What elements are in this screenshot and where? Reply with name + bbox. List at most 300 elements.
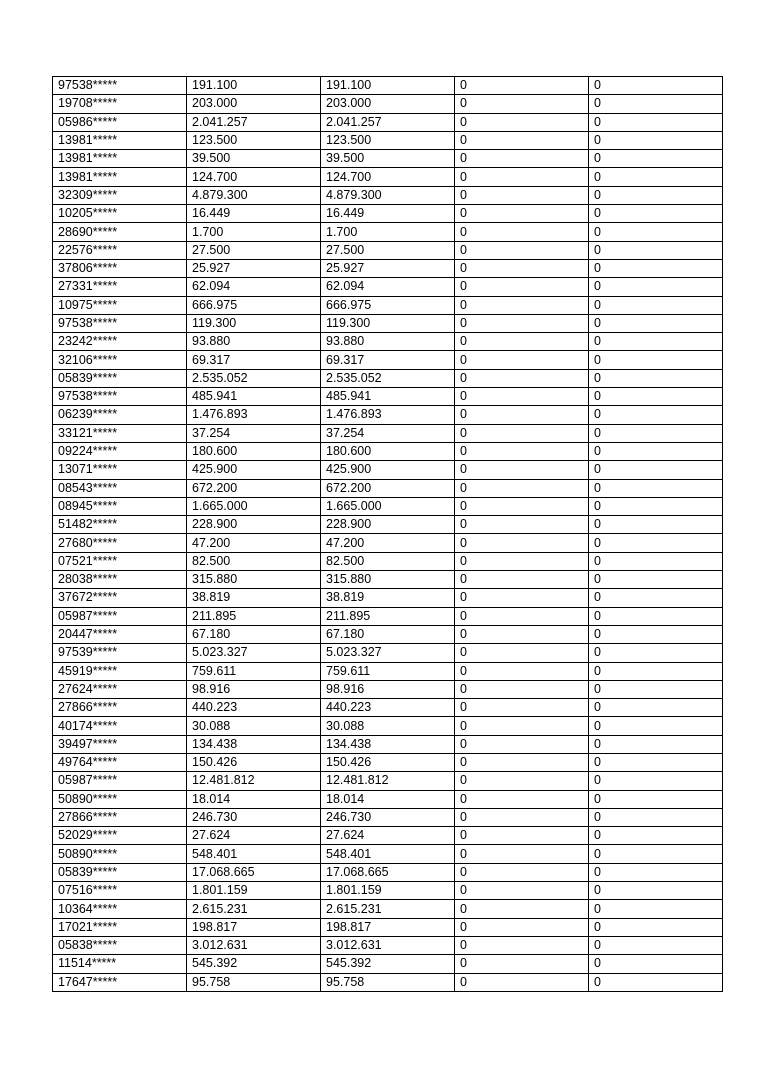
id-cell: 23242***** bbox=[53, 333, 187, 351]
table-row bbox=[53, 442, 723, 460]
zero-cell-b: 0 bbox=[589, 388, 723, 406]
zero-cell-b: 0 bbox=[589, 680, 723, 698]
zero-cell-b: 0 bbox=[589, 625, 723, 643]
amount-repeat-cell: 666.975 bbox=[321, 296, 455, 314]
zero-cell-a: 0 bbox=[455, 735, 589, 753]
amount-cell: 30.088 bbox=[187, 717, 321, 735]
id-cell: 27866***** bbox=[53, 699, 187, 717]
zero-cell-a: 0 bbox=[455, 955, 589, 973]
id-cell: 07521***** bbox=[53, 552, 187, 570]
zero-cell-b: 0 bbox=[589, 552, 723, 570]
zero-cell-a: 0 bbox=[455, 699, 589, 717]
amount-repeat-cell: 759.611 bbox=[321, 662, 455, 680]
amount-repeat-cell: 95.758 bbox=[321, 973, 455, 991]
amount-cell: 485.941 bbox=[187, 388, 321, 406]
table-row bbox=[53, 424, 723, 442]
zero-cell-a: 0 bbox=[455, 662, 589, 680]
zero-cell-a: 0 bbox=[455, 388, 589, 406]
zero-cell-b: 0 bbox=[589, 150, 723, 168]
table-row bbox=[53, 845, 723, 863]
table-row bbox=[53, 333, 723, 351]
amount-repeat-cell: 315.880 bbox=[321, 571, 455, 589]
table-row bbox=[53, 790, 723, 808]
zero-cell-a: 0 bbox=[455, 497, 589, 515]
id-cell: 27624***** bbox=[53, 680, 187, 698]
amount-cell: 82.500 bbox=[187, 552, 321, 570]
table-row bbox=[53, 552, 723, 570]
amount-cell: 95.758 bbox=[187, 973, 321, 991]
zero-cell-a: 0 bbox=[455, 168, 589, 186]
amount-cell: 1.665.000 bbox=[187, 497, 321, 515]
id-cell: 09224***** bbox=[53, 442, 187, 460]
amount-repeat-cell: 246.730 bbox=[321, 808, 455, 826]
zero-cell-b: 0 bbox=[589, 241, 723, 259]
table-row bbox=[53, 497, 723, 515]
zero-cell-b: 0 bbox=[589, 479, 723, 497]
zero-cell-b: 0 bbox=[589, 296, 723, 314]
id-cell: 05987***** bbox=[53, 607, 187, 625]
zero-cell-b: 0 bbox=[589, 571, 723, 589]
amount-cell: 18.014 bbox=[187, 790, 321, 808]
table-row bbox=[53, 314, 723, 332]
id-cell: 13981***** bbox=[53, 168, 187, 186]
id-cell: 05986***** bbox=[53, 113, 187, 131]
amount-repeat-cell: 67.180 bbox=[321, 625, 455, 643]
id-cell: 39497***** bbox=[53, 735, 187, 753]
zero-cell-b: 0 bbox=[589, 369, 723, 387]
id-cell: 19708***** bbox=[53, 95, 187, 113]
zero-cell-b: 0 bbox=[589, 186, 723, 204]
amount-repeat-cell: 203.000 bbox=[321, 95, 455, 113]
zero-cell-b: 0 bbox=[589, 406, 723, 424]
zero-cell-b: 0 bbox=[589, 753, 723, 771]
zero-cell-b: 0 bbox=[589, 735, 723, 753]
zero-cell-a: 0 bbox=[455, 571, 589, 589]
table-row bbox=[53, 241, 723, 259]
zero-cell-a: 0 bbox=[455, 534, 589, 552]
id-cell: 06239***** bbox=[53, 406, 187, 424]
zero-cell-b: 0 bbox=[589, 973, 723, 991]
amount-cell: 3.012.631 bbox=[187, 936, 321, 954]
table-row bbox=[53, 95, 723, 113]
id-cell: 49764***** bbox=[53, 753, 187, 771]
zero-cell-a: 0 bbox=[455, 406, 589, 424]
table-body bbox=[53, 77, 723, 992]
table-row bbox=[53, 77, 723, 95]
table-row bbox=[53, 882, 723, 900]
amount-repeat-cell: 545.392 bbox=[321, 955, 455, 973]
table-row bbox=[53, 186, 723, 204]
id-cell: 20447***** bbox=[53, 625, 187, 643]
amount-repeat-cell: 1.700 bbox=[321, 223, 455, 241]
zero-cell-a: 0 bbox=[455, 827, 589, 845]
amount-repeat-cell: 82.500 bbox=[321, 552, 455, 570]
table-row bbox=[53, 131, 723, 149]
amount-repeat-cell: 1.801.159 bbox=[321, 882, 455, 900]
table-row bbox=[53, 625, 723, 643]
amount-repeat-cell: 25.927 bbox=[321, 259, 455, 277]
zero-cell-a: 0 bbox=[455, 442, 589, 460]
amount-cell: 98.916 bbox=[187, 680, 321, 698]
amount-repeat-cell: 211.895 bbox=[321, 607, 455, 625]
zero-cell-a: 0 bbox=[455, 717, 589, 735]
amount-cell: 16.449 bbox=[187, 205, 321, 223]
table-row bbox=[53, 461, 723, 479]
amount-cell: 1.801.159 bbox=[187, 882, 321, 900]
amount-repeat-cell: 2.041.257 bbox=[321, 113, 455, 131]
zero-cell-b: 0 bbox=[589, 772, 723, 790]
table-row bbox=[53, 827, 723, 845]
table-row bbox=[53, 900, 723, 918]
zero-cell-b: 0 bbox=[589, 131, 723, 149]
zero-cell-a: 0 bbox=[455, 772, 589, 790]
zero-cell-a: 0 bbox=[455, 790, 589, 808]
id-cell: 97539***** bbox=[53, 644, 187, 662]
zero-cell-a: 0 bbox=[455, 479, 589, 497]
amount-repeat-cell: 38.819 bbox=[321, 589, 455, 607]
zero-cell-a: 0 bbox=[455, 205, 589, 223]
zero-cell-b: 0 bbox=[589, 95, 723, 113]
zero-cell-b: 0 bbox=[589, 607, 723, 625]
zero-cell-b: 0 bbox=[589, 845, 723, 863]
table-row bbox=[53, 388, 723, 406]
id-cell: 32309***** bbox=[53, 186, 187, 204]
id-cell: 05987***** bbox=[53, 772, 187, 790]
zero-cell-b: 0 bbox=[589, 77, 723, 95]
amount-repeat-cell: 119.300 bbox=[321, 314, 455, 332]
zero-cell-a: 0 bbox=[455, 882, 589, 900]
id-cell: 08543***** bbox=[53, 479, 187, 497]
zero-cell-b: 0 bbox=[589, 314, 723, 332]
zero-cell-a: 0 bbox=[455, 625, 589, 643]
id-cell: 97538***** bbox=[53, 388, 187, 406]
table-row bbox=[53, 644, 723, 662]
amount-cell: 27.500 bbox=[187, 241, 321, 259]
zero-cell-a: 0 bbox=[455, 150, 589, 168]
id-cell: 97538***** bbox=[53, 77, 187, 95]
amount-cell: 38.819 bbox=[187, 589, 321, 607]
amount-cell: 440.223 bbox=[187, 699, 321, 717]
zero-cell-b: 0 bbox=[589, 863, 723, 881]
amount-repeat-cell: 17.068.665 bbox=[321, 863, 455, 881]
zero-cell-b: 0 bbox=[589, 882, 723, 900]
amount-repeat-cell: 62.094 bbox=[321, 278, 455, 296]
amount-repeat-cell: 27.500 bbox=[321, 241, 455, 259]
amount-cell: 191.100 bbox=[187, 77, 321, 95]
zero-cell-b: 0 bbox=[589, 900, 723, 918]
id-cell: 10975***** bbox=[53, 296, 187, 314]
table-row bbox=[53, 955, 723, 973]
amount-repeat-cell: 2.615.231 bbox=[321, 900, 455, 918]
id-cell: 27331***** bbox=[53, 278, 187, 296]
table-row bbox=[53, 772, 723, 790]
amount-cell: 548.401 bbox=[187, 845, 321, 863]
amount-repeat-cell: 47.200 bbox=[321, 534, 455, 552]
table-row bbox=[53, 351, 723, 369]
id-cell: 17647***** bbox=[53, 973, 187, 991]
amount-cell: 1.700 bbox=[187, 223, 321, 241]
amount-cell: 123.500 bbox=[187, 131, 321, 149]
table-row bbox=[53, 534, 723, 552]
table-row bbox=[53, 259, 723, 277]
zero-cell-a: 0 bbox=[455, 516, 589, 534]
amount-cell: 666.975 bbox=[187, 296, 321, 314]
amount-cell: 2.041.257 bbox=[187, 113, 321, 131]
amount-cell: 67.180 bbox=[187, 625, 321, 643]
table-row bbox=[53, 735, 723, 753]
zero-cell-b: 0 bbox=[589, 918, 723, 936]
amount-cell: 12.481.812 bbox=[187, 772, 321, 790]
table-row bbox=[53, 680, 723, 698]
zero-cell-b: 0 bbox=[589, 205, 723, 223]
id-cell: 27680***** bbox=[53, 534, 187, 552]
zero-cell-b: 0 bbox=[589, 278, 723, 296]
amount-cell: 228.900 bbox=[187, 516, 321, 534]
data-table bbox=[52, 76, 723, 992]
zero-cell-b: 0 bbox=[589, 534, 723, 552]
amount-cell: 5.023.327 bbox=[187, 644, 321, 662]
zero-cell-b: 0 bbox=[589, 955, 723, 973]
amount-cell: 27.624 bbox=[187, 827, 321, 845]
zero-cell-a: 0 bbox=[455, 552, 589, 570]
id-cell: 33121***** bbox=[53, 424, 187, 442]
zero-cell-a: 0 bbox=[455, 753, 589, 771]
zero-cell-b: 0 bbox=[589, 497, 723, 515]
amount-repeat-cell: 69.317 bbox=[321, 351, 455, 369]
amount-cell: 180.600 bbox=[187, 442, 321, 460]
table-row bbox=[53, 223, 723, 241]
id-cell: 08945***** bbox=[53, 497, 187, 515]
zero-cell-a: 0 bbox=[455, 644, 589, 662]
amount-repeat-cell: 180.600 bbox=[321, 442, 455, 460]
zero-cell-b: 0 bbox=[589, 808, 723, 826]
zero-cell-b: 0 bbox=[589, 699, 723, 717]
amount-cell: 759.611 bbox=[187, 662, 321, 680]
id-cell: 40174***** bbox=[53, 717, 187, 735]
amount-repeat-cell: 39.500 bbox=[321, 150, 455, 168]
id-cell: 28038***** bbox=[53, 571, 187, 589]
amount-cell: 124.700 bbox=[187, 168, 321, 186]
zero-cell-b: 0 bbox=[589, 333, 723, 351]
zero-cell-a: 0 bbox=[455, 186, 589, 204]
id-cell: 11514***** bbox=[53, 955, 187, 973]
zero-cell-b: 0 bbox=[589, 827, 723, 845]
amount-repeat-cell: 1.665.000 bbox=[321, 497, 455, 515]
zero-cell-b: 0 bbox=[589, 442, 723, 460]
zero-cell-b: 0 bbox=[589, 461, 723, 479]
zero-cell-b: 0 bbox=[589, 717, 723, 735]
table-row bbox=[53, 516, 723, 534]
id-cell: 17021***** bbox=[53, 918, 187, 936]
zero-cell-a: 0 bbox=[455, 607, 589, 625]
amount-cell: 134.438 bbox=[187, 735, 321, 753]
amount-cell: 246.730 bbox=[187, 808, 321, 826]
amount-cell: 425.900 bbox=[187, 461, 321, 479]
table-row bbox=[53, 369, 723, 387]
amount-cell: 17.068.665 bbox=[187, 863, 321, 881]
id-cell: 10205***** bbox=[53, 205, 187, 223]
amount-cell: 47.200 bbox=[187, 534, 321, 552]
table-row bbox=[53, 113, 723, 131]
amount-repeat-cell: 93.880 bbox=[321, 333, 455, 351]
amount-repeat-cell: 16.449 bbox=[321, 205, 455, 223]
table-row bbox=[53, 278, 723, 296]
table-row bbox=[53, 699, 723, 717]
id-cell: 05839***** bbox=[53, 863, 187, 881]
amount-repeat-cell: 18.014 bbox=[321, 790, 455, 808]
amount-repeat-cell: 134.438 bbox=[321, 735, 455, 753]
table-row bbox=[53, 479, 723, 497]
id-cell: 10364***** bbox=[53, 900, 187, 918]
zero-cell-b: 0 bbox=[589, 662, 723, 680]
table-row bbox=[53, 808, 723, 826]
zero-cell-a: 0 bbox=[455, 241, 589, 259]
zero-cell-b: 0 bbox=[589, 936, 723, 954]
table-row bbox=[53, 571, 723, 589]
amount-repeat-cell: 440.223 bbox=[321, 699, 455, 717]
zero-cell-b: 0 bbox=[589, 589, 723, 607]
amount-repeat-cell: 124.700 bbox=[321, 168, 455, 186]
table-row bbox=[53, 936, 723, 954]
zero-cell-a: 0 bbox=[455, 369, 589, 387]
amount-cell: 1.476.893 bbox=[187, 406, 321, 424]
amount-cell: 203.000 bbox=[187, 95, 321, 113]
table-row bbox=[53, 973, 723, 991]
id-cell: 05839***** bbox=[53, 369, 187, 387]
table-row bbox=[53, 150, 723, 168]
amount-repeat-cell: 228.900 bbox=[321, 516, 455, 534]
table-row bbox=[53, 168, 723, 186]
id-cell: 05838***** bbox=[53, 936, 187, 954]
amount-cell: 119.300 bbox=[187, 314, 321, 332]
id-cell: 22576***** bbox=[53, 241, 187, 259]
zero-cell-a: 0 bbox=[455, 808, 589, 826]
amount-repeat-cell: 3.012.631 bbox=[321, 936, 455, 954]
id-cell: 50890***** bbox=[53, 845, 187, 863]
id-cell: 45919***** bbox=[53, 662, 187, 680]
id-cell: 97538***** bbox=[53, 314, 187, 332]
zero-cell-a: 0 bbox=[455, 863, 589, 881]
table-row bbox=[53, 296, 723, 314]
id-cell: 51482***** bbox=[53, 516, 187, 534]
table-row bbox=[53, 863, 723, 881]
id-cell: 13981***** bbox=[53, 150, 187, 168]
table-row bbox=[53, 607, 723, 625]
amount-repeat-cell: 4.879.300 bbox=[321, 186, 455, 204]
zero-cell-b: 0 bbox=[589, 644, 723, 662]
id-cell: 52029***** bbox=[53, 827, 187, 845]
id-cell: 13981***** bbox=[53, 131, 187, 149]
zero-cell-a: 0 bbox=[455, 131, 589, 149]
amount-repeat-cell: 12.481.812 bbox=[321, 772, 455, 790]
id-cell: 28690***** bbox=[53, 223, 187, 241]
amount-cell: 545.392 bbox=[187, 955, 321, 973]
zero-cell-a: 0 bbox=[455, 845, 589, 863]
amount-repeat-cell: 98.916 bbox=[321, 680, 455, 698]
zero-cell-b: 0 bbox=[589, 223, 723, 241]
table-row bbox=[53, 205, 723, 223]
id-cell: 32106***** bbox=[53, 351, 187, 369]
zero-cell-b: 0 bbox=[589, 259, 723, 277]
zero-cell-a: 0 bbox=[455, 296, 589, 314]
amount-repeat-cell: 425.900 bbox=[321, 461, 455, 479]
zero-cell-b: 0 bbox=[589, 424, 723, 442]
amount-cell: 93.880 bbox=[187, 333, 321, 351]
amount-repeat-cell: 150.426 bbox=[321, 753, 455, 771]
id-cell: 27866***** bbox=[53, 808, 187, 826]
zero-cell-b: 0 bbox=[589, 168, 723, 186]
zero-cell-b: 0 bbox=[589, 113, 723, 131]
amount-cell: 315.880 bbox=[187, 571, 321, 589]
id-cell: 37672***** bbox=[53, 589, 187, 607]
table-row bbox=[53, 717, 723, 735]
id-cell: 37806***** bbox=[53, 259, 187, 277]
zero-cell-a: 0 bbox=[455, 113, 589, 131]
amount-cell: 2.535.052 bbox=[187, 369, 321, 387]
amount-cell: 25.927 bbox=[187, 259, 321, 277]
zero-cell-a: 0 bbox=[455, 259, 589, 277]
table-row bbox=[53, 753, 723, 771]
zero-cell-a: 0 bbox=[455, 351, 589, 369]
amount-repeat-cell: 27.624 bbox=[321, 827, 455, 845]
table-row bbox=[53, 406, 723, 424]
table-row bbox=[53, 589, 723, 607]
zero-cell-a: 0 bbox=[455, 900, 589, 918]
amount-cell: 69.317 bbox=[187, 351, 321, 369]
id-cell: 13071***** bbox=[53, 461, 187, 479]
zero-cell-b: 0 bbox=[589, 790, 723, 808]
amount-repeat-cell: 198.817 bbox=[321, 918, 455, 936]
amount-repeat-cell: 5.023.327 bbox=[321, 644, 455, 662]
zero-cell-a: 0 bbox=[455, 95, 589, 113]
amount-cell: 198.817 bbox=[187, 918, 321, 936]
amount-repeat-cell: 1.476.893 bbox=[321, 406, 455, 424]
amount-cell: 672.200 bbox=[187, 479, 321, 497]
amount-cell: 62.094 bbox=[187, 278, 321, 296]
zero-cell-a: 0 bbox=[455, 314, 589, 332]
amount-cell: 150.426 bbox=[187, 753, 321, 771]
zero-cell-a: 0 bbox=[455, 936, 589, 954]
zero-cell-b: 0 bbox=[589, 516, 723, 534]
table-row bbox=[53, 662, 723, 680]
amount-repeat-cell: 30.088 bbox=[321, 717, 455, 735]
zero-cell-a: 0 bbox=[455, 223, 589, 241]
zero-cell-a: 0 bbox=[455, 680, 589, 698]
amount-cell: 2.615.231 bbox=[187, 900, 321, 918]
zero-cell-b: 0 bbox=[589, 351, 723, 369]
amount-repeat-cell: 485.941 bbox=[321, 388, 455, 406]
zero-cell-a: 0 bbox=[455, 973, 589, 991]
zero-cell-a: 0 bbox=[455, 278, 589, 296]
amount-repeat-cell: 37.254 bbox=[321, 424, 455, 442]
zero-cell-a: 0 bbox=[455, 424, 589, 442]
zero-cell-a: 0 bbox=[455, 589, 589, 607]
amount-cell: 4.879.300 bbox=[187, 186, 321, 204]
id-cell: 50890***** bbox=[53, 790, 187, 808]
zero-cell-a: 0 bbox=[455, 461, 589, 479]
id-cell: 07516***** bbox=[53, 882, 187, 900]
amount-repeat-cell: 548.401 bbox=[321, 845, 455, 863]
amount-repeat-cell: 672.200 bbox=[321, 479, 455, 497]
zero-cell-a: 0 bbox=[455, 77, 589, 95]
amount-cell: 39.500 bbox=[187, 150, 321, 168]
amount-repeat-cell: 123.500 bbox=[321, 131, 455, 149]
amount-repeat-cell: 191.100 bbox=[321, 77, 455, 95]
zero-cell-a: 0 bbox=[455, 333, 589, 351]
zero-cell-a: 0 bbox=[455, 918, 589, 936]
amount-cell: 37.254 bbox=[187, 424, 321, 442]
amount-cell: 211.895 bbox=[187, 607, 321, 625]
